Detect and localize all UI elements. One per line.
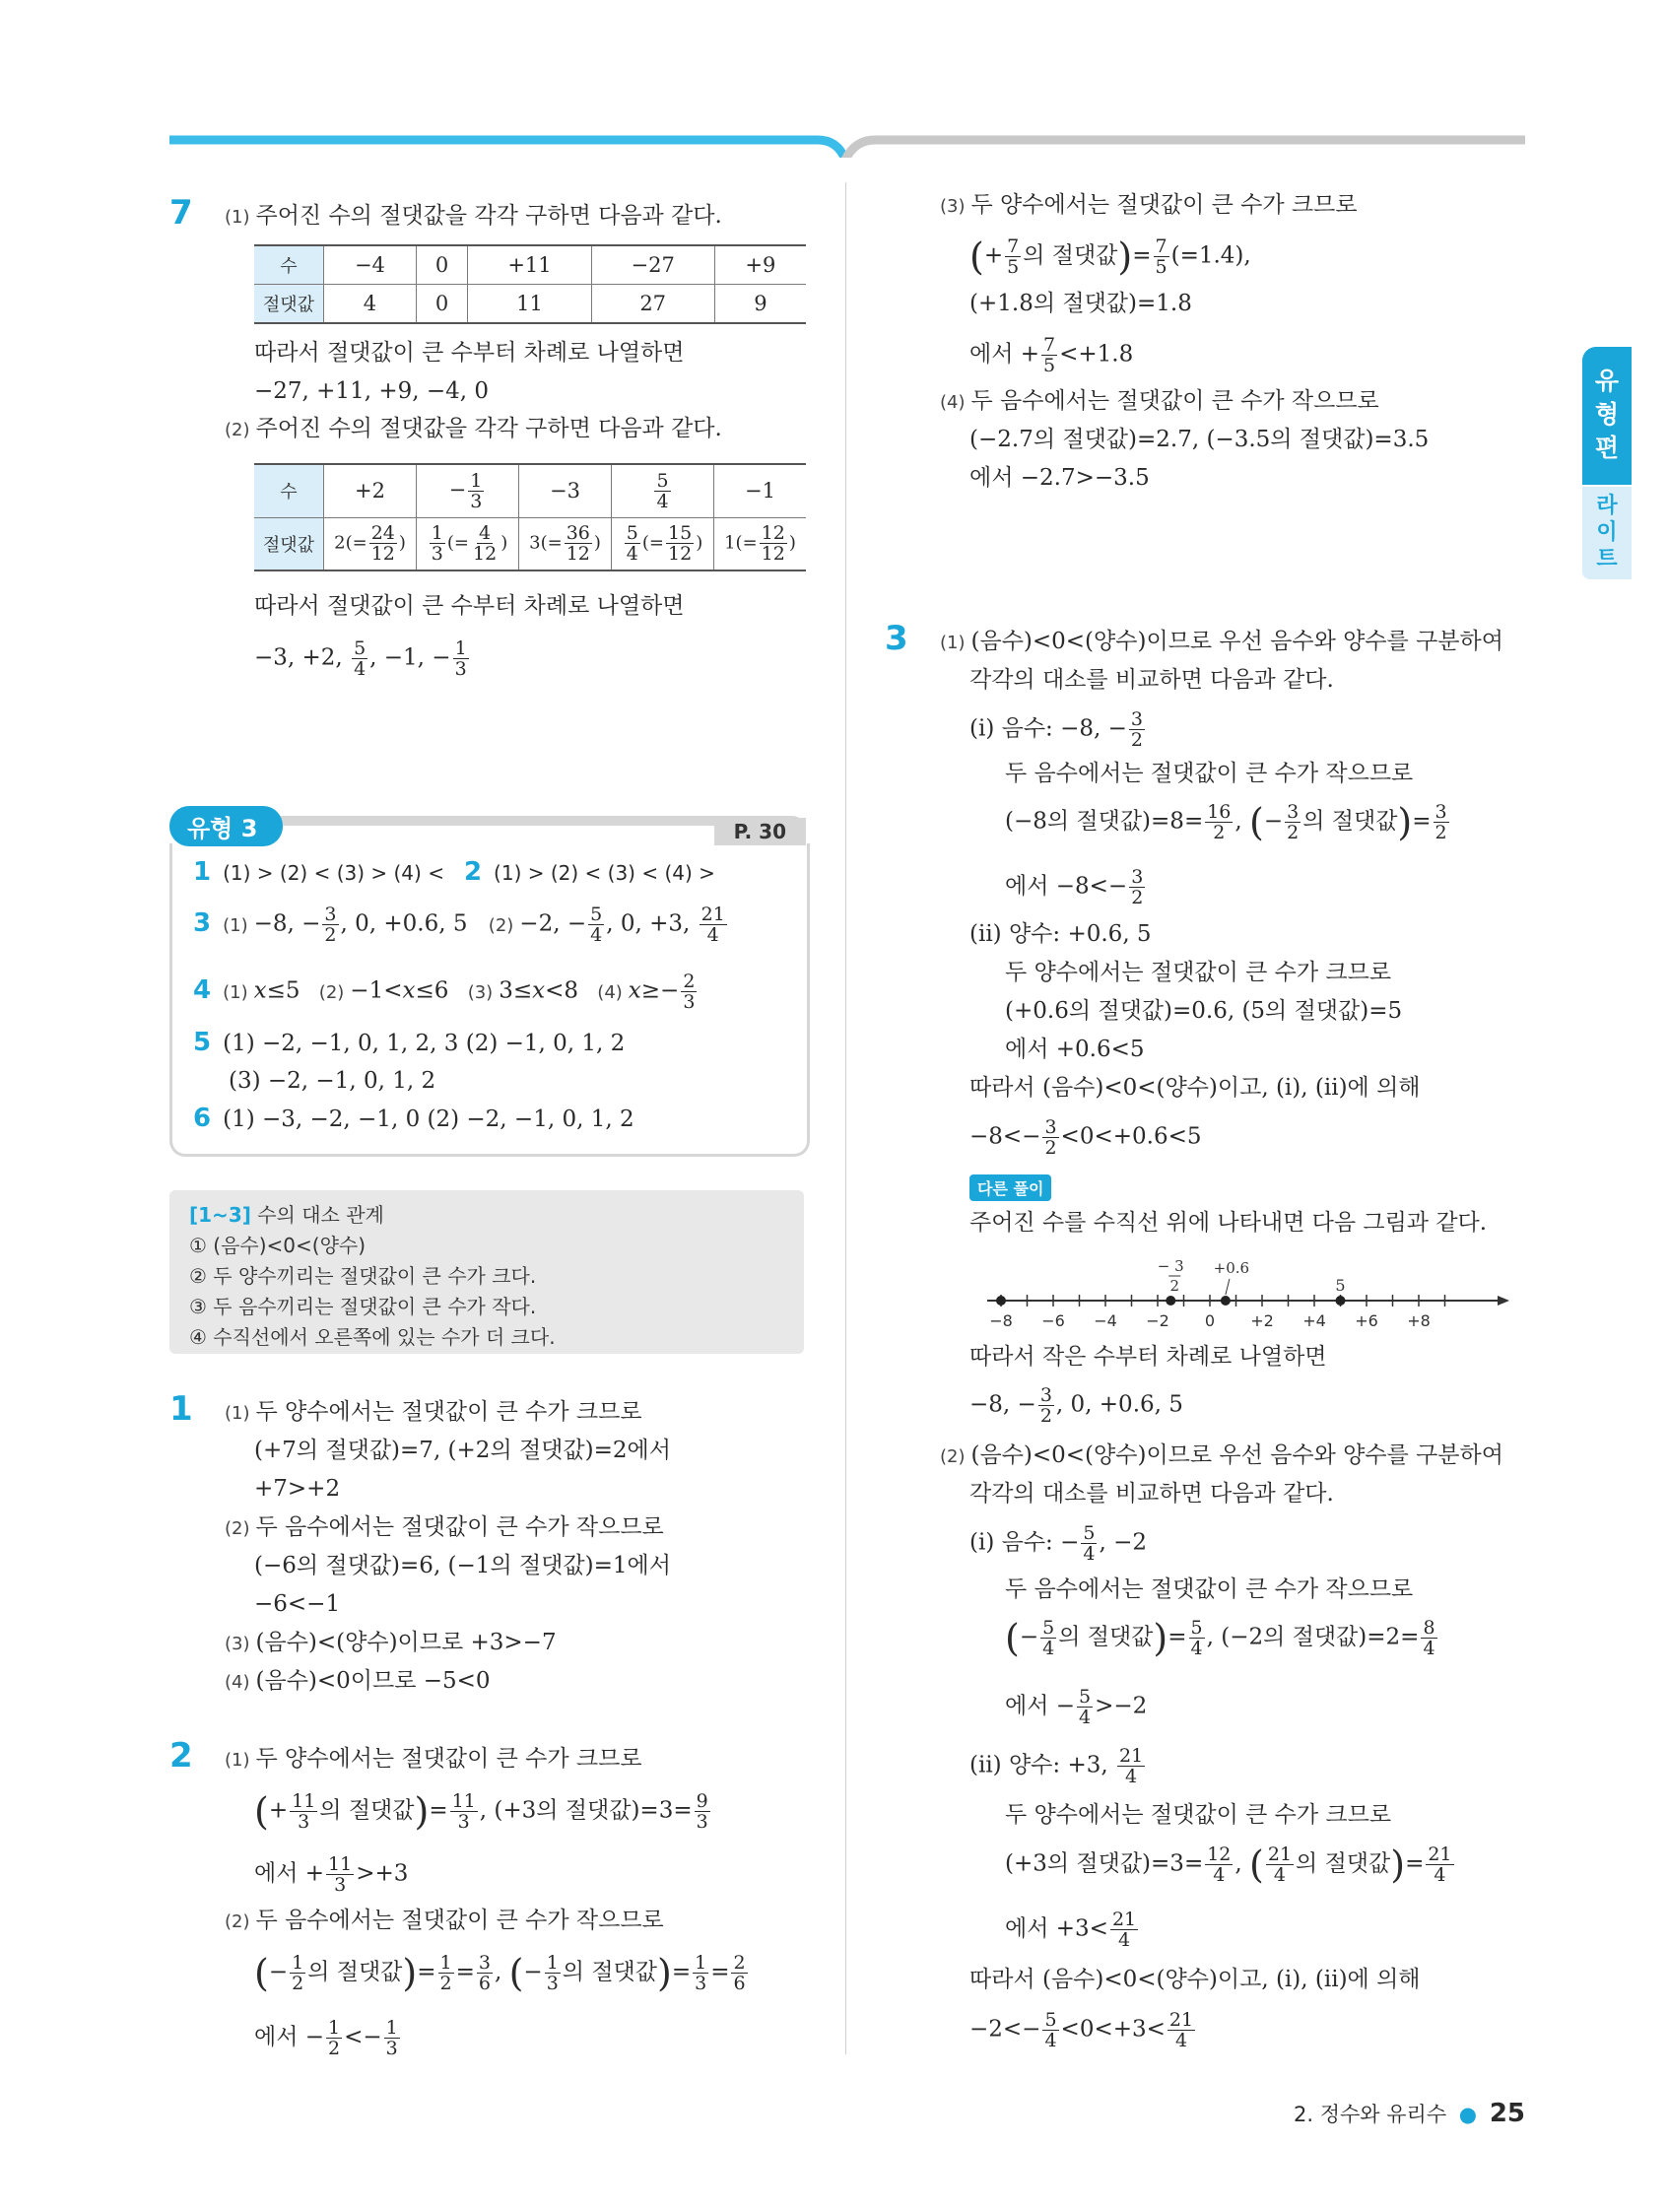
math-line: (−8의 절댓값)=8= $\frac{16}{2}$ , (− $\frac{3}{2}$ 의 절댓값)= $\frac{3}{2}$ [1005, 800, 1447, 844]
q7-p1-line [225, 201, 722, 233]
cell: 9 [714, 285, 806, 324]
tip-item: ③ 두 음수끼리는 절댓값이 큰 수가 작다. [189, 1295, 537, 1318]
cell: −1 [714, 464, 807, 517]
math-line: (i) 음수: − $\frac{5}{4}$ , −2 [969, 1522, 1148, 1565]
table-header: 절댓값 [254, 285, 324, 324]
number-line [981, 1243, 1513, 1332]
alt-solution-badge: 다른 풀이 [969, 1174, 1051, 1201]
r-line: (4) 두 음수에서는 절댓값이 큰 수가 작으므로 [940, 388, 1379, 414]
cell: 4 [324, 285, 417, 324]
side-tab-bottom: 라 이 트 [1582, 487, 1632, 579]
table-header: 수 [254, 245, 324, 285]
q1-line: (2) 두 음수에서는 절댓값이 큰 수가 작으므로 [225, 1514, 664, 1540]
tick-label: +6 [1355, 1311, 1378, 1330]
answer-3: 3 (1) −8, − $\frac{3}{2}$ , 0, +0.6, 5 (2) −2, − $\frac{5}{4}$ , 0, +3, $\frac{21}{4}$ [193, 904, 725, 946]
math-line: (− $\frac{1}{2}$ 의 절댓값)= $\frac{1}{2}$ = $\frac{3}{6}$ , (− $\frac{1}{3}$ 의 절댓값)= $\frac{1}{3}$ = $\frac{2}{6}$ [254, 1951, 746, 1995]
q1-line: (4) (음수)<0이므로 −5<0 [225, 1668, 491, 1694]
cell: $\frac{5}{4}$ [612, 464, 714, 517]
tip-title-text: 수의 대소 관계 [257, 1203, 384, 1227]
math-line: 에서 +3< $\frac{21}{4}$ [1005, 1909, 1137, 1951]
q7-number: 7 [169, 193, 193, 233]
text: (+1.8의 절댓값)=1.8 [969, 291, 1192, 316]
math-line: (ii) 양수: +0.6, 5 [969, 921, 1152, 947]
tick-label: −8 [989, 1311, 1013, 1330]
text: 두 양수에서는 절댓값이 큰 수가 크므로 [1005, 1802, 1392, 1828]
math-line: −2<− $\frac{5}{4}$ <0<+3< $\frac{21}{4}$ [969, 2009, 1194, 2051]
q7-table2 [254, 463, 806, 571]
text: −27, +11, +9, −4, 0 [254, 378, 490, 404]
math-line: −8<− $\frac{3}{2}$ <0<+0.6<5 [969, 1116, 1202, 1159]
axis-arrow [1498, 1296, 1509, 1306]
footer-page: 25 [1489, 2099, 1525, 2128]
text: (+7의 절댓값)=7, (+2의 절댓값)=2에서 [254, 1438, 671, 1463]
cell: 2(= $\frac{24}{12}$ ) [324, 517, 417, 570]
tick-label: −2 [1146, 1311, 1169, 1330]
tip-item: ① (음수)<0<(양수) [189, 1234, 367, 1257]
point [996, 1296, 1006, 1306]
cell: −3 [519, 464, 612, 517]
q2-number: 2 [169, 1736, 193, 1776]
cell: $\frac{1}{3}$ (= $\frac{4}{12}$ ) [417, 517, 519, 570]
tip-item: ② 두 양수끼리는 절댓값이 큰 수가 크다. [189, 1264, 537, 1288]
math-line: 에서 − $\frac{1}{2}$ <− $\frac{1}{3}$ [254, 2017, 398, 2059]
math-line: 에서 + $\frac{11}{3}$ >+3 [254, 1853, 409, 1896]
text: 각각의 대소를 비교하면 다음과 같다. [969, 667, 1334, 693]
type3-badge: 유형 3 [169, 806, 283, 846]
cell: − $\frac{1}{3}$ [417, 464, 519, 517]
text: 에서 −2.7>−3.5 [969, 465, 1150, 491]
answer-1-2: 1 (1) > (2) < (3) > (4) < 2 (1) > (2) < (3) < (4) > [193, 857, 715, 887]
cell: +11 [468, 245, 591, 285]
point [1336, 1296, 1346, 1306]
q3-number: 3 [885, 619, 908, 658]
text: (−6의 절댓값)=6, (−1의 절댓값)=1에서 [254, 1553, 671, 1578]
text: 주어진 수의 절댓값을 각각 구하면 다음과 같다. [255, 203, 722, 229]
cell: 0 [416, 285, 468, 324]
footer-chapter: 2. 정수와 유리수 [1294, 2103, 1447, 2126]
sub-label: (2) [225, 420, 250, 440]
text: 에서 +0.6<5 [1005, 1037, 1145, 1062]
table-header: 절댓값 [254, 517, 324, 570]
cell: −27 [591, 245, 714, 285]
cell: 11 [468, 285, 591, 324]
cell: −4 [324, 245, 417, 285]
text: 주어진 수를 수직선 위에 나타내면 다음 그림과 같다. [969, 1210, 1488, 1236]
text: 따라서 절댓값이 큰 수부터 차례로 나열하면 [254, 593, 685, 619]
math-line: −8, − $\frac{3}{2}$ , 0, +0.6, 5 [969, 1384, 1183, 1427]
tick-label: +8 [1407, 1311, 1431, 1330]
point [1166, 1296, 1175, 1306]
text: 따라서 (음수)<0<(양수)이고, (i), (ii)에 의해 [969, 1075, 1421, 1101]
text: 두 음수에서는 절댓값이 큰 수가 작으므로 [1005, 761, 1414, 786]
cell: +9 [714, 245, 806, 285]
pointer [1226, 1279, 1230, 1295]
table-header: 수 [254, 464, 324, 517]
text: 주어진 수의 절댓값을 각각 구하면 다음과 같다. [255, 416, 722, 441]
answer-4: 4 (1) x≤5 (2) −1<x≤6 (3) 3≤x<8 (4) x≥− $\frac{2}{3}$ [193, 971, 696, 1013]
r-line: (2) (음수)<0<(양수)이므로 우선 음수와 양수를 구분하여 [940, 1442, 1503, 1468]
point-label: +0.6 [1213, 1259, 1250, 1277]
tip-title: [1~3] [189, 1203, 251, 1227]
math-line: (+ $\frac{11}{3}$ 의 절댓값)= $\frac{11}{3}$ , (+3의 절댓값)=3= $\frac{9}{3}$ [254, 1789, 708, 1834]
header-decoration [0, 0, 1668, 158]
math-line: (ii) 양수: +3, $\frac{21}{4}$ [969, 1745, 1144, 1787]
math-line: (+3의 절댓값)=3= $\frac{12}{4}$ , ( $\frac{21}{4}$ 의 절댓값)= $\frac{21}{4}$ [1005, 1843, 1452, 1887]
cell: 1(= $\frac{12}{12}$ ) [714, 517, 807, 570]
tick-label: +2 [1250, 1311, 1274, 1330]
column-divider [845, 182, 846, 2054]
q7-p2-line [225, 414, 722, 445]
tip-box [169, 1190, 804, 1354]
footer: 2. 정수와 유리수 ● 25 [1294, 2099, 1525, 2128]
q2-line: (2) 두 음수에서는 절댓값이 큰 수가 작으므로 [225, 1908, 664, 1933]
math-line: (+ $\frac{7}{5}$ 의 절댓값)= $\frac{7}{5}$ (=1.4), [969, 235, 1251, 279]
math-line: 에서 − $\frac{5}{4}$ >−2 [1005, 1686, 1148, 1728]
side-tab-top: 유 형 편 [1582, 347, 1632, 485]
math-line: (− $\frac{5}{4}$ 의 절댓값)= $\frac{5}{4}$ , (−2의 절댓값)=2= $\frac{8}{4}$ [1005, 1616, 1435, 1660]
text: 따라서 절댓값이 큰 수부터 차례로 나열하면 [254, 340, 685, 366]
answer-5b: (3) −2, −1, 0, 1, 2 [229, 1068, 436, 1094]
text: 두 음수에서는 절댓값이 큰 수가 작으므로 [1005, 1576, 1414, 1602]
math-line: −3, +2, $\frac{5}{4}$ , −1, − $\frac{1}{3}$ [254, 637, 467, 680]
answer-6: 6 (1) −3, −2, −1, 0 (2) −2, −1, 0, 1, 2 [193, 1104, 634, 1133]
q1-line: (1) 두 양수에서는 절댓값이 큰 수가 크므로 [225, 1399, 642, 1425]
cell: 3(= $\frac{36}{12}$ ) [519, 517, 612, 570]
type3-page: P. 30 [714, 818, 806, 845]
sub-label: (1) [225, 207, 250, 228]
point [1221, 1296, 1231, 1306]
text: −6<−1 [254, 1591, 341, 1617]
math-line: 에서 + $\frac{7}{5}$ <+1.8 [969, 334, 1134, 376]
cell: +2 [324, 464, 417, 517]
cell: 0 [416, 245, 468, 285]
type3-header [169, 806, 806, 841]
math-line: 에서 −8<− $\frac{3}{2}$ [1005, 866, 1144, 908]
text: 각각의 대소를 비교하면 다음과 같다. [969, 1481, 1334, 1507]
r-line: (1) (음수)<0<(양수)이므로 우선 음수와 양수를 구분하여 [940, 629, 1503, 654]
side-tab [1582, 347, 1632, 579]
q2-line: (1) 두 양수에서는 절댓값이 큰 수가 크므로 [225, 1746, 642, 1772]
tip-item: ④ 수직선에서 오른쪽에 있는 수가 더 크다. [189, 1325, 556, 1349]
text: +7>+2 [254, 1476, 341, 1502]
point-label: 5 [1335, 1276, 1346, 1295]
cell: $\frac{5}{4}$ (= $\frac{15}{12}$ ) [612, 517, 714, 570]
tick-label: −6 [1041, 1311, 1065, 1330]
cell: 27 [591, 285, 714, 324]
tick-label: −4 [1094, 1311, 1117, 1330]
q1-line: (3) (음수)<(양수)이므로 +3>−7 [225, 1630, 557, 1655]
math-line: (i) 음수: −8, − $\frac{3}{2}$ [969, 708, 1144, 751]
text: 두 양수에서는 절댓값이 큰 수가 크므로 [1005, 960, 1392, 985]
text: 따라서 작은 수부터 차례로 나열하면 [969, 1344, 1327, 1370]
q1-number: 1 [169, 1389, 193, 1429]
point-label: 2 [1169, 1277, 1180, 1295]
text: 따라서 (음수)<0<(양수)이고, (i), (ii)에 의해 [969, 1967, 1421, 1992]
r-line: (3) 두 양수에서는 절댓값이 큰 수가 크므로 [940, 192, 1358, 218]
text: (+0.6의 절댓값)=0.6, (5의 절댓값)=5 [1005, 998, 1403, 1024]
point-label: − 3 [1157, 1257, 1184, 1275]
text: (−2.7의 절댓값)=2.7, (−3.5의 절댓값)=3.5 [969, 427, 1430, 452]
tick-label: +4 [1302, 1311, 1326, 1330]
answer-5: 5 (1) −2, −1, 0, 1, 2, 3 (2) −1, 0, 1, 2 [193, 1028, 626, 1057]
tick-label: 0 [1204, 1311, 1216, 1330]
q7-table1 [254, 244, 806, 324]
